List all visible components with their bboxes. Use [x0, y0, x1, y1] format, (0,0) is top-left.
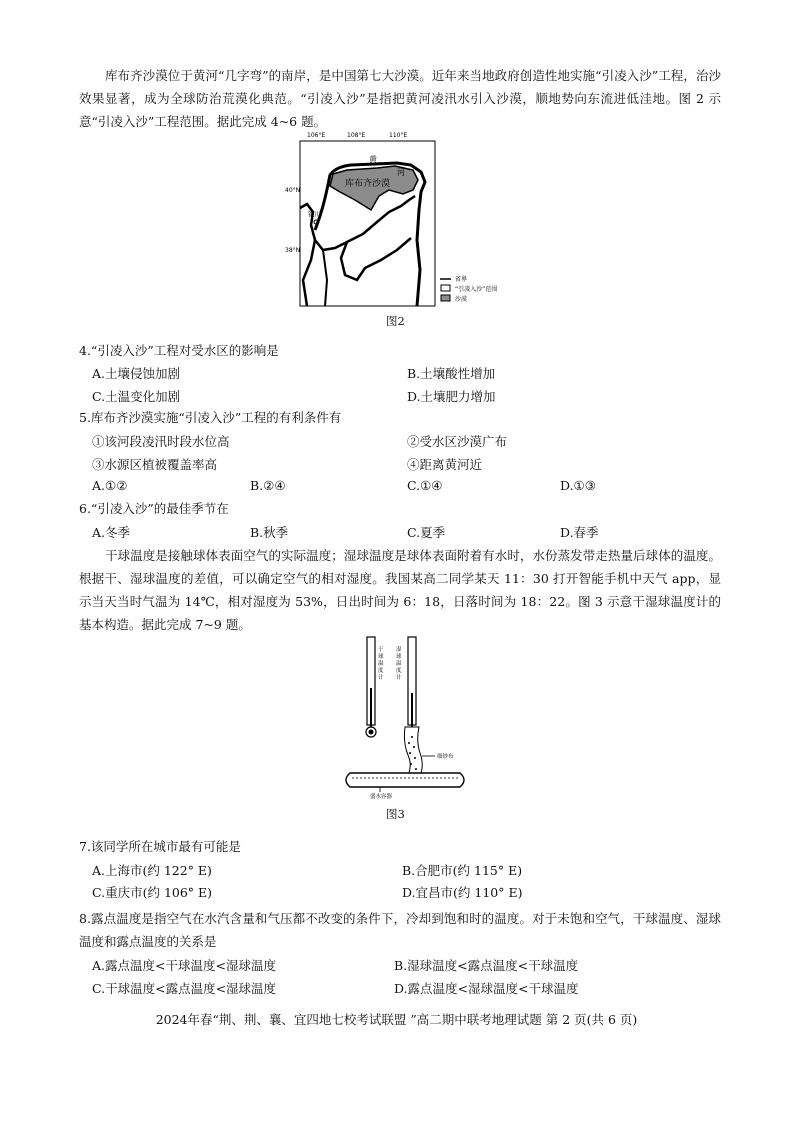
q5-item-3: ③水源区植被覆盖率高 — [92, 457, 218, 472]
q8-option-d[interactable]: D.露点温度<湿球温度<干球温度 — [394, 981, 579, 996]
q7-option-d[interactable]: D.宜昌市(约 110° E) — [402, 885, 523, 900]
river-label-huang: 黄 — [369, 155, 377, 164]
thermometer-diagram — [340, 633, 470, 803]
q4-stem: 4.“引凌入沙”工程对受水区的影响是 — [79, 343, 279, 358]
figure-3-caption: 图3 — [386, 807, 405, 821]
dry-thermometer-label: 干球温度计 — [378, 647, 384, 681]
city-label-yinchuan: 银川 — [308, 210, 321, 218]
q7-stem: 7.该同学所在城市最有可能是 — [79, 839, 241, 854]
container-label: 盛水容器 — [370, 794, 393, 800]
q8-option-a[interactable]: A.露点温度<干球温度<湿球温度 — [92, 958, 276, 973]
q8-option-b[interactable]: B.湿球温度<露点温度<干球温度 — [394, 958, 579, 973]
q6-option-b[interactable]: B.秋季 — [250, 525, 289, 540]
map-figure-2 — [285, 130, 520, 310]
desert-label: 库布齐沙漠 — [345, 179, 391, 189]
q5-item-2: ②受水区沙漠广布 — [407, 434, 508, 449]
q4-option-c[interactable]: C.土温变化加剧 — [92, 389, 181, 404]
lon-label-106: 106°E — [307, 132, 326, 139]
legend-border-label: 省界 — [455, 276, 468, 283]
intro-paragraph-2: 干球温度是接触球体表面空气的实际温度；湿球温度是球体表面附着有水时，水份蒸发带走热量后球体的温度。根据干、湿球温度的差值，可以确定空气的相对湿度。我国某高二同学某天 11：30 打开智能手机中天气 app，显示当天当时气温为 14℃，相对湿度为 53%，日出时间为 6：18，日落时间为 18：22。图 3 示意干湿球温度计的基本构造。据此完成 7~9 题。 — [79, 548, 721, 632]
q7-option-c[interactable]: C.重庆市(约 106° E) — [92, 885, 213, 900]
q5-item-1: ①该河段凌汛时段水位高 — [92, 434, 230, 449]
q6-stem: 6.“引凌入沙”的最佳季节在 — [79, 501, 229, 516]
river-label-he: 河 — [397, 168, 405, 177]
q8-stem: 8.露点温度是指空气在水汽含量和气压都不改变的条件下，冷却到饱和时的温度。对于未饱和空气，干球温度、湿球温度和露点温度的关系是 — [79, 911, 721, 949]
lat-label-40: 40°N — [285, 187, 301, 194]
q5-option-c[interactable]: C.①④ — [407, 478, 443, 493]
q5-item-4: ④距离黄河近 — [407, 457, 483, 472]
wet-thermometer-label: 湿球温度计 — [396, 647, 402, 681]
q5-option-a[interactable]: A.①② — [92, 478, 128, 493]
q5-option-d[interactable]: D.①③ — [560, 478, 596, 493]
legend-range-label: “引凌入沙”范围 — [455, 286, 498, 293]
q7-option-a[interactable]: A.上海市(约 122° E) — [92, 863, 212, 878]
page-footer: 2024年春“荆、荆、襄、宜四地七校考试联盟 ”高二期中联考地理试题 第 2 页(共 6 页) — [155, 1012, 638, 1027]
q6-option-d[interactable]: D.春季 — [560, 525, 599, 540]
lon-label-110: 110°E — [389, 132, 408, 139]
intro-paragraph-1: 库布齐沙漠位于黄河“几字弯”的南岸，是中国第七大沙漠。近年来当地政府创造性地实施“引凌入沙”工程，治沙效果显著，成为全球防治荒漠化典范。“引凌入沙”是指把黄河凌汛水引入沙漠，顺地势向东流进低洼地。图 2 示意“引凌入沙”工程范围。据此完成 4~6 题。 — [79, 68, 721, 129]
q5-stem: 5.库布齐沙漠实施“引凌入沙”工程的有利条件有 — [79, 410, 342, 425]
water-container — [346, 773, 464, 787]
q5-option-b[interactable]: B.②④ — [250, 478, 286, 493]
legend-desert-label: 沙漠 — [455, 296, 468, 303]
lat-label-38: 38°N — [285, 247, 301, 254]
figure-2-caption: 图2 — [386, 314, 405, 328]
dry-bulb-core — [369, 730, 374, 735]
q6-option-a[interactable]: A.冬季 — [92, 525, 131, 540]
q4-option-a[interactable]: A.土壤侵蚀加剧 — [92, 366, 181, 381]
q4-option-b[interactable]: B.土壤酸性增加 — [407, 366, 496, 381]
lon-label-108: 108°E — [347, 132, 366, 139]
legend-range-box — [441, 285, 450, 291]
gauze-label: 细纱布 — [437, 754, 454, 760]
q6-option-c[interactable]: C.夏季 — [407, 525, 446, 540]
q8-option-c[interactable]: C.干球温度<露点温度<湿球温度 — [92, 981, 277, 996]
q4-option-d[interactable]: D.土壤肥力增加 — [407, 389, 496, 404]
q7-option-b[interactable]: B.合肥市(约 115° E) — [402, 863, 523, 878]
legend-desert-box — [441, 295, 450, 301]
